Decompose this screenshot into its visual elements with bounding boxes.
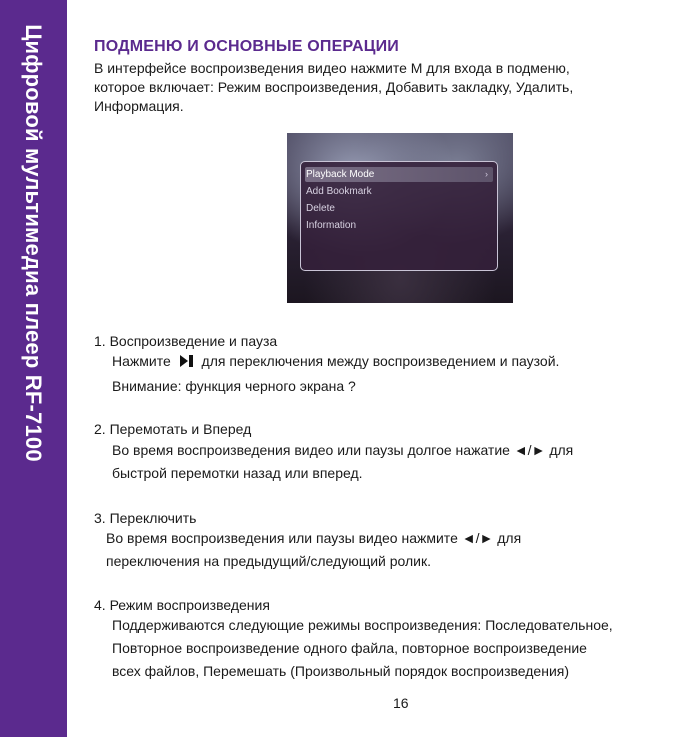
chevron-right-icon: › bbox=[485, 169, 488, 179]
sidebar-band bbox=[0, 0, 67, 737]
menu-item-information bbox=[305, 218, 493, 233]
section-title: 2. Перемотать и Вперед bbox=[94, 421, 252, 437]
submenu-panel bbox=[300, 161, 498, 271]
section-line: переключения на предыдущий/следующий ролик. bbox=[106, 553, 432, 569]
section-line: всех файлов, Перемешать (Произвольный порядок воспроизведения) bbox=[112, 663, 570, 679]
section-body bbox=[112, 439, 573, 485]
section-line: Поддерживаются следующие режимы воспроизведения: Последовательное, bbox=[112, 617, 613, 633]
section-body bbox=[106, 527, 521, 573]
section-line: Во время воспроизведения или паузы видео нажмите ◄/► для bbox=[106, 530, 522, 546]
sidebar-product-title: Цифровой мультимедиа плеер RF-7100 bbox=[21, 24, 46, 462]
menu-item-label: Information bbox=[306, 220, 357, 231]
page-number: 16 bbox=[393, 695, 409, 711]
section-body bbox=[112, 350, 559, 398]
section-title: 3. Переключить bbox=[94, 510, 197, 526]
menu-item-add-bookmark bbox=[305, 184, 493, 199]
play-pause-icon bbox=[179, 352, 194, 375]
section-line: Внимание: функция черного экрана ? bbox=[112, 378, 356, 394]
section-title: 1. Воспроизведение и пауза bbox=[94, 333, 278, 349]
menu-item-label: Add Bookmark bbox=[306, 186, 372, 197]
section-line bbox=[112, 350, 559, 375]
menu-item-label: Delete bbox=[306, 203, 335, 214]
section-title: 4. Режим воспроизведения bbox=[94, 597, 270, 613]
menu-item-delete bbox=[305, 201, 493, 216]
press-label: Нажмите bbox=[112, 353, 171, 369]
section-line: Повторное воспроизведение одного файла, повторное воспроизведение bbox=[112, 640, 587, 656]
menu-item-playback-mode bbox=[305, 167, 493, 182]
intro-line: Информация. bbox=[94, 98, 184, 114]
page-title: ПОДМЕНЮ И ОСНОВНЫЕ ОПЕРАЦИИ bbox=[94, 38, 399, 55]
section-line: Во время воспроизведения видео или паузы долгое нажатие ◄/► для bbox=[112, 442, 574, 458]
intro-paragraph bbox=[94, 59, 674, 116]
section-line-text: для переключения между воспроизведением и паузой. bbox=[201, 353, 560, 369]
intro-line: В интерфейсе воспроизведения видео нажмите M для входа в подменю, bbox=[94, 60, 570, 76]
section-body bbox=[112, 614, 613, 683]
device-screenshot bbox=[287, 133, 513, 303]
intro-line: которое включает: Режим воспроизведения, Добавить закладку, Удалить, bbox=[94, 79, 574, 95]
section-line: быстрой перемотки назад или вперед. bbox=[112, 465, 363, 481]
menu-item-label: Playback Mode bbox=[306, 169, 375, 180]
